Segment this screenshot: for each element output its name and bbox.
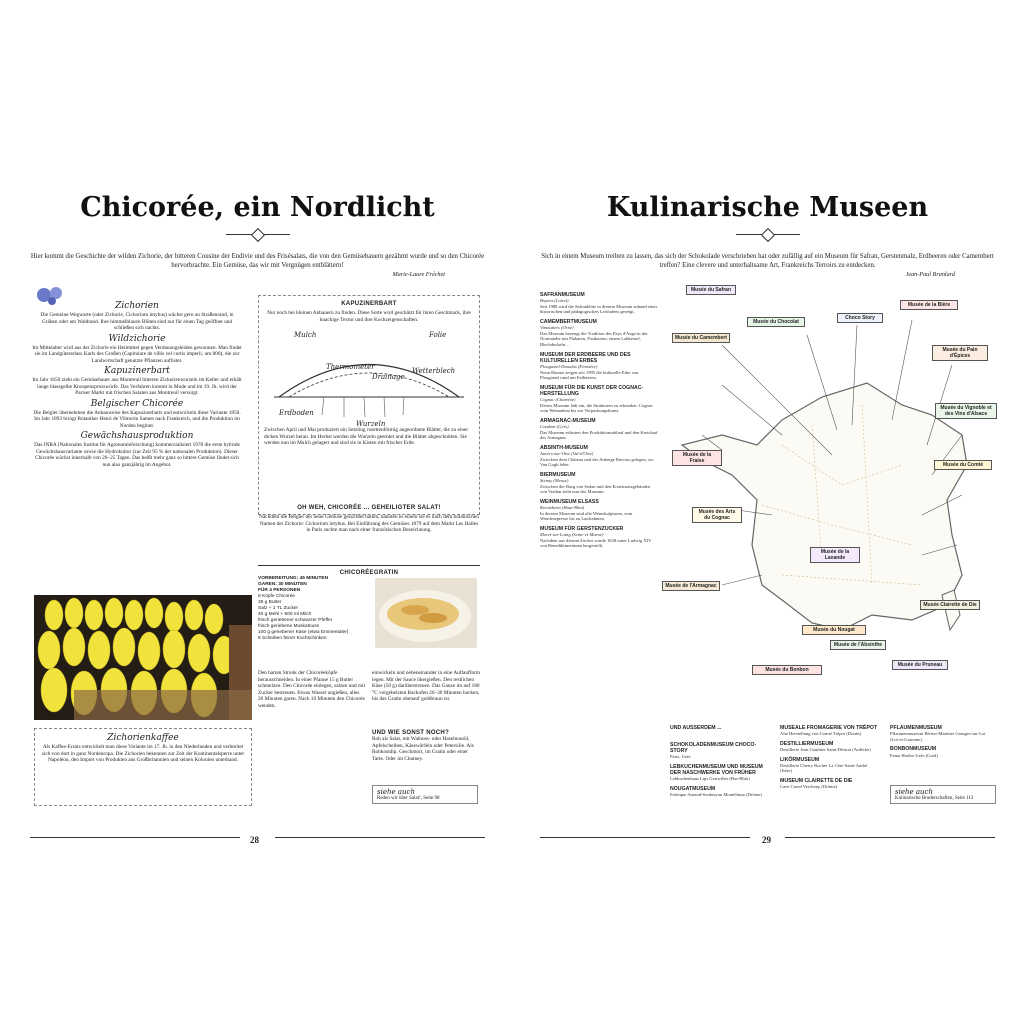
diagram-label: Folie — [429, 331, 447, 339]
ingredient: 100 g geriebener Käse (etwa Emmentaler) — [258, 630, 349, 635]
museum-name: BIERMUSEUM — [540, 471, 576, 478]
museum-place: Boynes (Loiret) — [540, 298, 569, 304]
museum-name: SAFRANMUSEUM — [540, 292, 585, 298]
extra-name: SCHOKOLADENMUSEUM CHOCO-STORY — [670, 742, 757, 755]
extra-name: PFLAUMENMUSEUM — [890, 725, 942, 731]
recipe-title: CHICORÉEGRATIN — [336, 570, 402, 576]
box-title: OH WEH, CHICORÉE ... GEHEILIGTER SALAT! — [297, 505, 441, 511]
footer-rule — [30, 837, 240, 838]
more-section — [372, 730, 480, 762]
ingredient: frisch geriebener schwarzer Pfeffer — [258, 618, 333, 623]
right-page — [540, 180, 995, 860]
map-label-pruneau: Musée du Pruneau — [892, 660, 948, 670]
map-label-alsace: Musée du Vignoble et des Vins d'Alsace — [935, 403, 997, 419]
page-title: Chicorée, ein Nordlicht — [80, 192, 435, 223]
extra-name: DESTILLIERMUSEUM — [780, 740, 834, 747]
intro-text — [540, 252, 995, 279]
cook-time: GAREN: 30 MINUTEN — [258, 582, 307, 587]
france-map — [662, 285, 995, 703]
see-also-link[interactable]: Reden wir über Salat!, Seite 98 — [377, 796, 440, 801]
author: Jean-Paul Branlard — [905, 271, 955, 278]
museum-text: Dieses Museum lädt ein, die Strukturen zu erkunden: Cognac vom Weinanbau bis zur Verpackungskunst. — [540, 402, 653, 414]
museum-name: MUSEUM FÜR GERSTENZUCKER — [540, 525, 624, 532]
chicory-flower-icon — [32, 285, 72, 307]
extra-place: Fabrique Arnaud-Soubeyran Montélimar (Drôme) — [670, 792, 762, 798]
museum-name: MUSEUM FÜR DIE KUNST DER COGNAC-HERSTELLUNG — [540, 384, 644, 397]
map-label-lavande: Musée de la Lavande — [810, 547, 860, 563]
footer-rule — [540, 837, 750, 838]
section-text: Die Belgier übernehmen die Anbauweise des Kapuzinerbarts und entwickeln diese Variante 1850. Im Jahr 1893 bringt Botaniker Henri de Vilmorin Samen nach Frankreich, und die Produktion im Norden beginnt. — [33, 409, 241, 429]
museum-list — [540, 288, 658, 549]
museum-place: Vimoutiers (Orne) — [540, 325, 574, 331]
extra-place: Pflaumenmuseum Bérino-Martinet Granges-sur-Lot (Lot-et-Garonne) — [890, 731, 986, 742]
museum-text: Neun Räume zeigen seit 1995 die kulturelle Erbe von Plougastel rund um Erdbeeren. — [540, 369, 639, 381]
section-heading: Gewächshausproduktion — [80, 431, 194, 441]
kapuziner-box — [258, 295, 480, 515]
see-also-box — [372, 785, 478, 804]
map-label-biere: Musée de la Bière — [900, 300, 958, 310]
ingredient: Salz + 1 TL Zucker — [258, 606, 299, 611]
map-label-absinthe: Musée de l'Absinthe — [830, 640, 886, 650]
extras-col-2 — [780, 725, 880, 790]
ingredient: 8 Köpfe Chicorée — [258, 594, 296, 599]
extra-name: LEBKUCHENMUSEUM UND MUSEUM DER NASCHWERKE VON FRÜHER — [670, 764, 763, 777]
title-ornament — [226, 234, 290, 235]
diagram-label: Mulch — [294, 331, 317, 339]
map-label-armagnac: Musée de l'Armagnac — [662, 581, 720, 591]
map-label-chocolat: Musée du Chocolat — [747, 317, 805, 327]
map-label-safran: Musée du Safran — [686, 285, 736, 295]
ingredient: frisch geriebene Muskatnuss — [258, 624, 320, 629]
chicory-photo — [34, 595, 252, 720]
diagram-label: Wurzeln — [356, 420, 386, 427]
recipe-step-2: einwickeln und nebeneinander in eine Auflaufform legen. Mit der Sauce übergießen. Den restlichen Käse (50 g) darüberstreuen. Das Ganze im auf 180 °C vorgeheizten Backofen 20–30 Minuten backen, bis das Gratin obenauf goldbraun ist. — [372, 670, 481, 702]
extra-place: Paris, Uzès — [670, 754, 691, 760]
coffee-heading: Zichorienkaffee — [107, 733, 179, 743]
map-label-pain-epices: Musée du Pain d'Épices — [932, 345, 988, 361]
see-also-label: siehe auch — [895, 788, 933, 796]
section-text: Die Gemeine Wegwarte (oder Zichorie, Cichorium intybus) wächst gern an Straßenrand, in Gräben oder am Waldrand. Ihre himmelblauen Blüten sind nur für einen Tag geöffnet und schließen sich nachts. — [40, 312, 234, 331]
intro-paragraph: Hier kommt die Geschichte der wilden Zichorie, der bitteren Cousine der Endivie und des Frisésalats, die von den Gemüsebauern gezähmt wurde und so den Chicorée hervorbrachte. Ein Gemüse, das wir mit Vergnügen entblättern! — [30, 253, 485, 269]
extra-name: MUSEUM CLAIRETTE DE DIE — [780, 777, 853, 784]
see-also-box — [890, 785, 996, 804]
ingredient: 8 Scheiben feiner Kochschinken — [258, 636, 327, 641]
extras-heading: UND AUSSERDEM ... — [670, 725, 722, 731]
footer-rule — [785, 837, 995, 838]
extra-place: Destillerie Cherry Rocher La Côte-Saint-André (Isère) — [780, 762, 868, 774]
map-label-fraise: Musée de la Fraise — [672, 450, 722, 466]
map-label-bonbon: Musée du Bonbon — [752, 665, 822, 675]
museum-place: Moret-sur-Loing (Seine-et-Marne) — [540, 532, 604, 538]
history-column — [32, 285, 242, 468]
map-label-comte: Musée du Comté — [934, 460, 992, 470]
ingredient: 35 g Butter — [258, 600, 282, 605]
intro-text — [30, 252, 485, 279]
box-text: Nachdem die Belgier der neue Gemüse gezüchtet hatten, nannten es einem sie es nach dem botanischen Namen der Zichorie: Cichorium intybus. Bei Einführung des Gemüses 1879 auf dem Markt Les Halles in Paris suchte man nach einer französischen Bezeichnung. — [259, 514, 479, 533]
page-number: 29 — [762, 835, 771, 845]
map-label-camembert: Musée du Camembert — [672, 333, 730, 343]
left-page — [30, 180, 485, 860]
map-label-nougat: Musée du Nougat — [802, 625, 866, 635]
extras-col-1 — [670, 738, 770, 798]
section-heading: Kapuzinerbart — [104, 366, 170, 376]
map-label-chocostory: Choco Story — [837, 313, 883, 323]
museum-place: Cognac (Charente) — [540, 397, 576, 403]
extra-name: BONBONMUSEUM — [890, 746, 937, 753]
museum-text: Das Museum erläutert den Produktionsablauf und den Kreislauf des Armagnac. — [540, 429, 658, 441]
museum-text: Das Museum bezeugt die Tradition des Pays d'Auge in der Normandie mit Plakaten, Postkarten, einem Labkessel, Blechdeckeln ... — [540, 330, 648, 347]
museum-name: CAMEMBERTMUSEUM — [540, 318, 597, 325]
gratin-photo-image — [375, 578, 477, 648]
museum-place: Condom (Gers) — [540, 424, 569, 430]
museum-place: Plougastel-Daoulas (Finistère) — [540, 363, 598, 369]
museum-place: Kientzheim (Haut-Rhin) — [540, 505, 585, 511]
ingredient: 40 g Mehl + 500 ml Milch — [258, 612, 312, 617]
museum-name: ARMAGNAC-MUSEUM — [540, 417, 596, 424]
extra-name: NOUGATMUSEUM — [670, 786, 716, 792]
section-text: Im Jahr 1650 zieht ein Gemüsebauer aus Montreuil bitteren Zichorienwurzeln im Keller und erhält lange blassgelbe Knospensprosswürfe. Das Verfahren kommt in Mode und im 19. Jh. wird der Pariser Markt mit frischen Salaten aus Montreuil versorgt. — [32, 377, 242, 396]
salat-section — [258, 502, 480, 534]
page-title: Kulinarische Museen — [606, 192, 929, 223]
extra-place: Alte Herstellung von Comté Trépot (Doubs) — [780, 731, 862, 737]
map-label-cognac: Musée des Arts du Cognac — [692, 507, 742, 523]
museum-text: Zwischen der Burg von Sedan und den Ersteinsatzgebäuden von Verdun steht nun das Museum. — [540, 483, 651, 495]
box-text: Nur noch bei kleinen Anbauern zu finden. Diese Sorte wird geschätzt für ihren Geschmack, ihre knackige Textur und ihre Kochzeigenschaften. — [267, 310, 471, 323]
section-heading: Belgischer Chicorée — [90, 398, 184, 409]
servings: FÜR 4 PERSONEN — [258, 588, 301, 593]
cultivation-diagram — [264, 327, 474, 427]
diagram-label: Thermometer — [326, 363, 375, 371]
see-also-label: siehe auch — [377, 788, 415, 796]
footer-rule — [275, 837, 485, 838]
extras-col-3 — [890, 725, 995, 758]
recipe-step-1: Den harten Strunk der Chicoréeköpfe herausschneiden. In einer Pfanne 15 g Butter schmelzen. Den Chicorée einlegen, salzen und mit Zucker bestreuen. Etwas Wasser angießen, alles 20 Minuten garen. Nach 10 Minuten den Chicorée wenden. — [258, 670, 366, 709]
intro-paragraph: Sich in einem Museum treiben zu lassen, das sich der Schokolade verschrieben hat oder zufällig auf ein Museum für Safran, Gerstenmalz, Erdbeeren oder Camembert treffen? Eine clevere und unterhaltsame Art, Frankreichs Terroirs zu entdecken. — [541, 253, 994, 269]
museum-place: Stenay (Meuse) — [540, 478, 569, 484]
section-heading: Wildzichorie — [108, 333, 166, 344]
title-ornament — [736, 234, 800, 235]
box-text: Zwischen April und Mai produziert ein Setzling rosettenförmig angeordnete Blätter, die zu einer dicken Wurzel heran. Im Herbst werden die Wurzeln geerntet und die Blätter abgeschnitten. Sie werden nun im Mulch gelagert und sind sie in Kisten mit frischer Erde. — [264, 427, 469, 446]
author: Marie-Laure Fréchet — [392, 271, 445, 278]
museum-text: In diesem Museum sind alle Weinskulpturen, vom Weinlesepresse bis zu Laufrahmen. — [540, 510, 633, 522]
museum-name: MUSEUM DER ERDBEERE UND DES KULTURELLEN ERBES — [540, 351, 631, 364]
section-text: Das INRA (Nationales Institut für Agronomieforschung) kommerzialisiert 1978 die erste hybride Gewächshausvariante sowie die Hydrokultur (zur Zeit 95 % der nationalen Produktion). Dieser Chicorée wächst innerhalb von 20–25 Tagen. Das heißt mehr ganz so bittere Gemüse findet sich nun also ganzjährig im Angebot. — [34, 442, 240, 468]
extra-place: Lebkuchenhaus Lips Gertwiller (Bas-Rhin) — [670, 776, 750, 782]
recipe-meta — [258, 576, 370, 642]
section-heading: Zichorien — [115, 301, 159, 311]
more-text: Roh als Salat, mit Walnuss- oder Haselnussöl, Apfelscheiben, Käsewürfeln oder Petersilie. Als Rohkostdip. Geschmort, im Gratin oder einer Tarte. Oder im Chutney. — [372, 736, 474, 762]
diagram-label: Drainage — [372, 373, 405, 381]
museum-text: Nachdem aus diesem Zucker wurde 1638 unter Ludwig XIV von Benediktinerinnen hergestellt. — [540, 537, 652, 549]
museum-place: Auvers-sur-Oise (Val-d'Oise) — [540, 451, 594, 457]
map-label-clairette: Musée Clairette de Die — [920, 600, 980, 610]
museum-text: Zwischen dem Château und der Auberge Ravoux gelegen, wo Van Gogh lebte. — [540, 456, 654, 468]
diagram-label: Erdboden — [279, 409, 314, 417]
extra-name: LIKÖRMUSEUM — [780, 756, 820, 763]
chicory-photo-image — [34, 595, 252, 720]
see-also-link[interactable]: Kulinarische Bruderschaften, Seite 112 — [895, 796, 974, 801]
museum-name: WEINMUSEUM ELSASS — [540, 498, 599, 505]
gratin-photo — [375, 578, 477, 648]
page-number: 28 — [250, 835, 259, 845]
box-title: KAPUZINERBART — [341, 301, 397, 307]
more-heading: UND WIE SONST NOCH? — [372, 730, 450, 736]
prep-time: VORBEREITUNG: 45 MINUTEN — [258, 576, 329, 581]
diagram-label: Wetterblech — [412, 367, 456, 375]
extra-place: Destillerie Jean Gauthier Saint-Désirat (Ardèche) — [780, 747, 871, 752]
extra-place: Fama Haribo Uzès (Gard) — [890, 752, 938, 758]
extra-name: MUSEALE FROMAGERIE VON TRÉPOT — [780, 725, 878, 731]
coffee-text: Als Kaffee-Ersatz entwickelt man diese Variante im 17. Jh. in den Niederlanden und verbreitet sich von dort in ganz Nordeuropa. Die Zichorien bekennen zur Zeit der Kontinentalsperre unter Napoléon, den Import von Produkten aus Großbritannien und seinen Kolonien unterband. — [41, 744, 245, 763]
section-text: Im Mittelalter wird aus der Zichorie ein Heilmittel gegen Verdauungsleiden gewonnen. Man findet sie im Landgütererlass Karls des Großen (Capitulare de villis vel curtis imperii, um 800), die zur Landwirtschaft genutzte Pflanzen auflistet. — [32, 344, 242, 364]
museum-name: ABSINTH-MUSEUM — [540, 444, 588, 451]
museum-text: Seit 1988 wird die Safranblüte in diesem Museum anhand eines historischen und pädagogischen Leitfadens gezeigt. — [540, 303, 658, 315]
coffee-box — [34, 728, 252, 806]
extra-place: Cave Carod Vercheny (Drôme) — [780, 784, 838, 790]
